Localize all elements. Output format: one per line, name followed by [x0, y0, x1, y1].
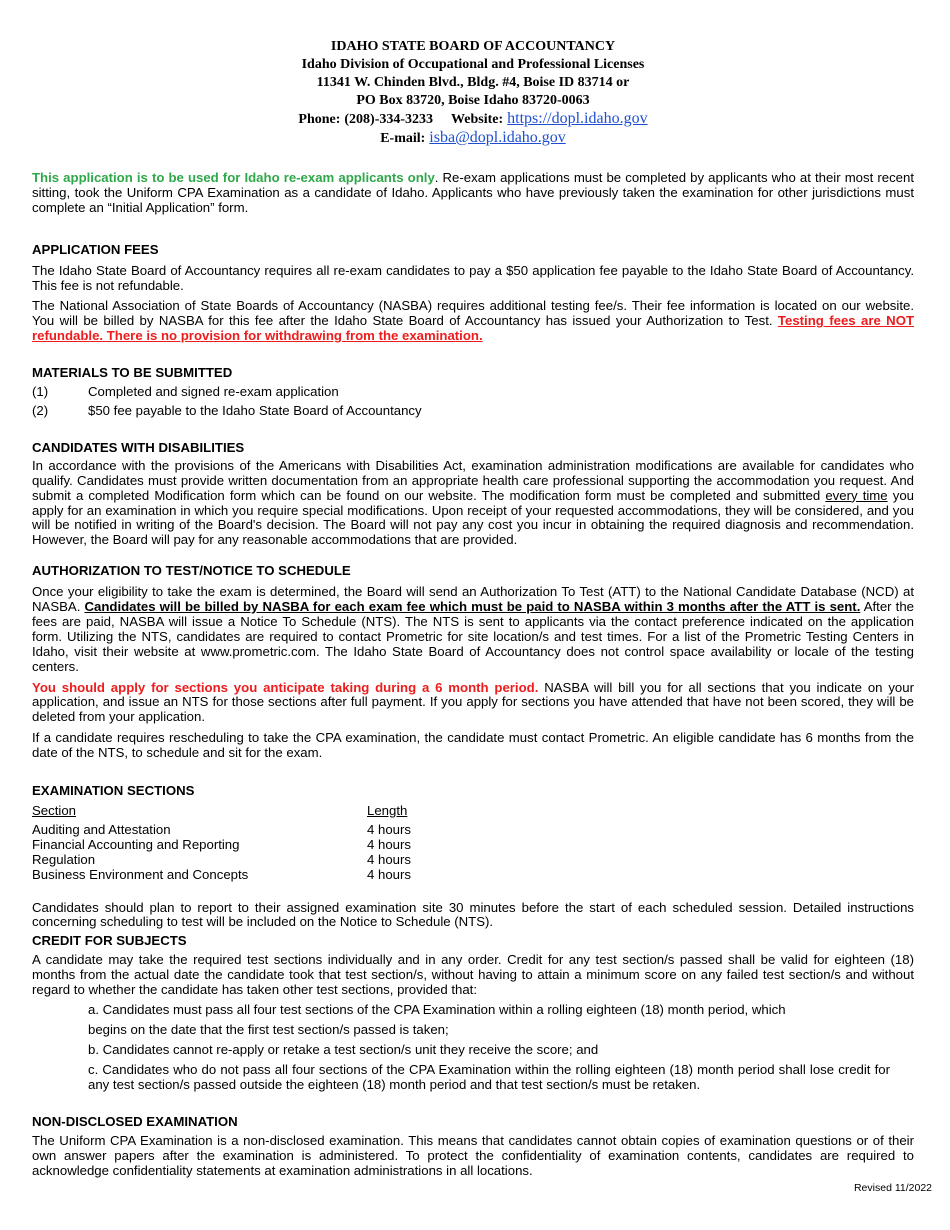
authorization-heading: AUTHORIZATION TO TEST/NOTICE TO SCHEDULE	[32, 563, 351, 579]
disabilities-text-a: In accordance with the provisions of the Americans with Disabilities Act, examination administration modifications are available for candidates who qualify. Candidates must provide written documentation from an appropriate health care professional supporting the accommodation you request. And submit a completed Modification form which can be found on our website. The modification form must be completed and submitted	[32, 457, 914, 503]
website-label: Website:	[451, 112, 504, 127]
sections-heading: EXAMINATION SECTIONS	[32, 783, 195, 799]
fees-paragraph-2-text: The National Association of State Boards of Accountancy (NASBA) requires additional testing fee/s. Their fee information is located on our website. You will be billed by NASBA for this fee after the Idaho State Board of Accountancy has issued your Authorization to Test.	[32, 298, 914, 329]
list-item-number: (2)	[32, 402, 49, 418]
authorization-paragraph-3: If a candidate requires rescheduling to take the CPA examination, the candidate must contact Prometric. An eligible candidate has 6 months from the date of the NTS, to schedule and sit for the exam.	[32, 730, 914, 761]
email-label: E-mail:	[380, 131, 426, 146]
authorization-paragraph-2	[32, 681, 914, 726]
disabilities-every-time: every time	[825, 487, 888, 503]
address-line-2: PO Box 83720, Boise Idaho 83720-0063	[356, 93, 590, 108]
nondisclosed-paragraph: The Uniform CPA Examination is a non-disclosed examination. This means that candidates cannot obtain copies of examination questions or of their own answer papers after the examination is administered. To protect the confidentiality of examination contents, candidates are required to acknowledge confidentiality statements at examination administrations in all locations.	[32, 1133, 914, 1179]
section-length: 4 hours	[367, 836, 411, 852]
authorization-paragraph-1	[32, 585, 914, 674]
section-name: Business Environment and Concepts	[32, 866, 249, 882]
section-length: 4 hours	[367, 866, 411, 882]
list-item-text: Completed and signed re-exam application	[88, 384, 339, 400]
list-item	[32, 404, 914, 419]
fees-paragraph-1: The Idaho State Board of Accountancy requires all re-exam candidates to pay a $50 application fee payable to the Idaho State Board of Accountancy. This fee is not refundable.	[32, 262, 914, 293]
section-name: Financial Accounting and Reporting	[32, 836, 240, 852]
materials-list	[32, 385, 914, 419]
table-row	[32, 868, 452, 883]
table-row	[32, 823, 452, 838]
phone-number: (208)-334-3233	[344, 112, 434, 127]
credit-conditions	[88, 1003, 890, 1093]
fees-paragraph-2	[32, 299, 914, 344]
address-line-1: 11341 W. Chinden Blvd., Bldg. #4, Boise ID 83714 or	[316, 75, 630, 90]
nondisclosed-heading: NON-DISCLOSED EXAMINATION	[32, 1113, 238, 1129]
contact-line	[32, 110, 914, 129]
condition-c: c. Candidates who do not pass all four sections of the CPA Examination within the rolling eighteen (18) month period shall lose credit for any test section/s passed outside the eighteen (18) month period and that test section/s must be retaken.	[88, 1061, 890, 1092]
section-column-header: Section	[32, 803, 76, 818]
section-name: Auditing and Attestation	[32, 821, 171, 837]
document-page	[32, 38, 914, 1179]
authorization-text-a: Once your eligibility to take the exam is determined, the Board will send an Authorization To Test (ATT) to the National Candidate Database (NCD) at NASBA.	[32, 584, 914, 615]
fees-heading: APPLICATION FEES	[32, 241, 159, 257]
credit-heading: CREDIT FOR SUBJECTS	[32, 933, 187, 949]
revision-date: Revised 11/2022	[853, 1182, 932, 1194]
email-link[interactable]: isba@dopl.idaho.gov	[429, 129, 566, 146]
table-row	[32, 853, 452, 868]
apply-warning: You should apply for sections you anticipate taking during a 6 month period.	[32, 679, 539, 695]
section-length: 4 hours	[367, 851, 411, 867]
sections-note: Candidates should plan to report to their assigned examination site 30 minutes before the start of each scheduled session. Detailed instructions concerning scheduling to test will be included on the Notice to Schedule (NTS).	[32, 899, 914, 930]
list-item-number: (1)	[32, 384, 49, 400]
website-link[interactable]: https://dopl.idaho.gov	[507, 110, 648, 127]
materials-heading: MATERIALS TO BE SUBMITTED	[32, 365, 233, 381]
letterhead	[32, 38, 914, 148]
email-line	[32, 129, 914, 148]
credit-paragraph: A candidate may take the required test sections individually and in any order. Credit for any test section/s passed shall be valid for eighteen (18) months from the actual date the candidate took that test section/s, without having to attain a minimum score on any failed test section/s and without regard to whether the candidate has taken other test sections, provided that:	[32, 952, 914, 998]
intro-text: . Re-exam applications must be completed by applicants who at their most recent sitting, took the Uniform CPA Examination as a candidate of Idaho. Applicants who have previously taken the examination for other jurisdictions must complete an “Initial Application” form.	[32, 170, 914, 215]
section-length: 4 hours	[367, 821, 411, 837]
condition-a-line-1: a. Candidates must pass all four test sections of the CPA Examination within a rolling eighteen (18) month period, which	[88, 1001, 786, 1017]
disabilities-text-b: you apply for an examination in which you require special modifications. Upon receipt of your requested accommodations, they will be considered, and you will be notified in writing of the Board's decision. The Board will not pay any cost you incur in obtaining the required diagnosis and recommendation. However, the Board will pay for any reasonable accommodations that are provided.	[32, 487, 914, 548]
phone-label: Phone:	[298, 112, 341, 127]
condition-b: b. Candidates cannot re-apply or retake a test section/s unit they receive the score; and	[88, 1041, 599, 1057]
intro-paragraph	[32, 171, 914, 216]
sections-table	[32, 804, 452, 883]
table-header-row	[32, 804, 452, 819]
authorization-billing-notice: Candidates will be billed by NASBA for each exam fee which must be paid to NASBA within 3 months after the ATT is sent.	[84, 599, 861, 615]
disabilities-heading: CANDIDATES WITH DISABILITIES	[32, 439, 245, 455]
condition-a-line-2: begins on the date that the first test section/s passed is taken;	[88, 1021, 449, 1037]
disabilities-paragraph	[32, 459, 914, 548]
intro-highlight: This application is to be used for Idaho re-exam applicants only	[32, 170, 435, 185]
list-item-text: $50 fee payable to the Idaho State Board of Accountancy	[88, 402, 422, 418]
authorization-text-c: NASBA will bill you for all sections that you indicate on your application, and issue an NTS for those sections after full payment. If you apply for sections you have attended that have not been scored, they will be deleted from your application.	[32, 679, 914, 725]
section-name: Regulation	[32, 851, 96, 867]
length-column-header: Length	[367, 803, 408, 818]
org-name: IDAHO STATE BOARD OF ACCOUNTANCY	[330, 39, 616, 54]
list-item	[32, 385, 914, 400]
fees-warning: Testing fees are NOT refundable. There is no provision for withdrawing from the examination.	[32, 313, 915, 344]
authorization-text-b: After the fees are paid, NASBA will issue a Notice To Schedule (NTS). The NTS is sent to applicants via the contact preference indicated on the application form. Utilizing the NTS, candidates are required to contact Prometric for site location/s and test times. For a list of the Prometric Testing Centers in Idaho, visit their website at www.prometric.com. The Idaho State Board of Accountancy does not control space availability or locale of the testing centers.	[32, 599, 914, 674]
division-name: Idaho Division of Occupational and Professional Licenses	[301, 57, 645, 72]
table-row	[32, 838, 452, 853]
